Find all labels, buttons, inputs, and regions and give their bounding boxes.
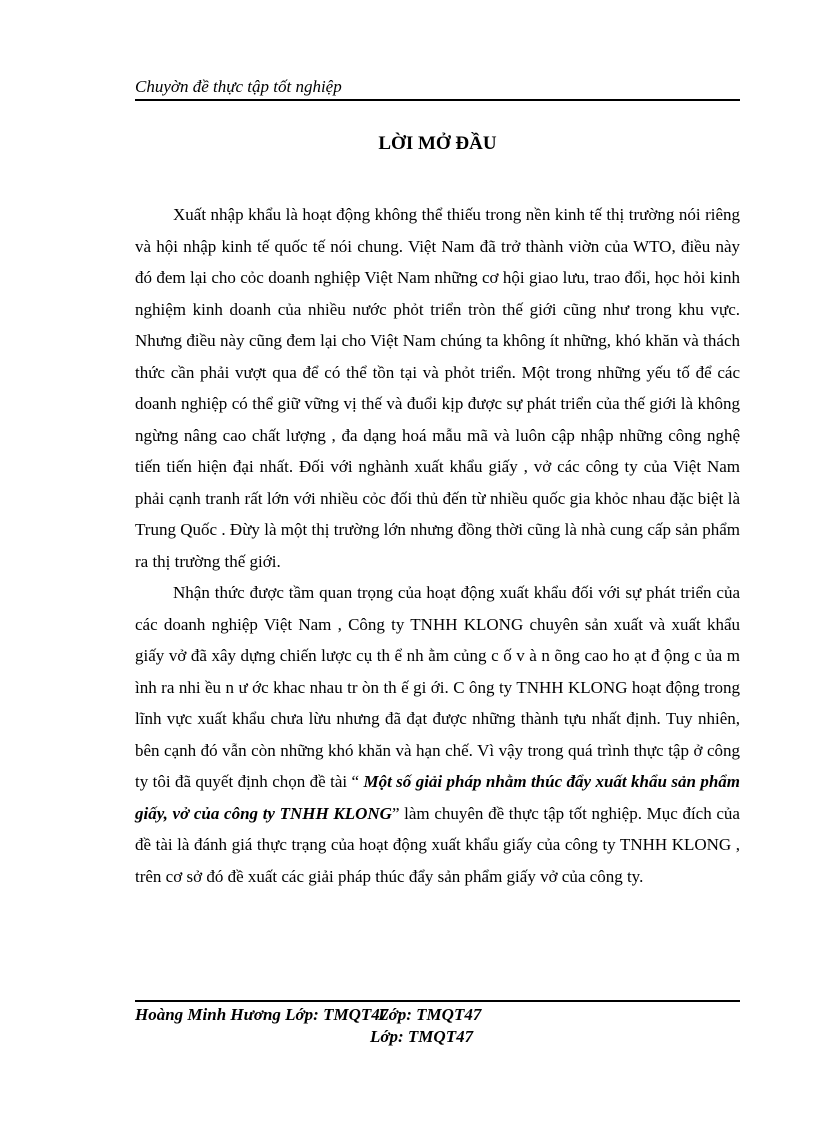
document-heading: LỜI MỞ ĐẦU — [378, 133, 497, 154]
document-body — [135, 199, 740, 892]
thesis-topic-title: Một số giải pháp nhằm thúc đẩy xuất khẩu sản phẩm giấy, vở của công ty TNHH KLONG — [135, 772, 740, 823]
page-header: Chuyờn đề thực tập tốt nghiệp — [135, 77, 342, 96]
paragraph-1: Xuất nhập khẩu là hoạt động không thể thiếu trong nền kinh tế thị trường nói riêng và hội nhập kinh tế quốc tế nói chung. Việt Nam đã trở thành viờn của WTO, điều này đó đem lại cho cỏc doanh nghiệp Việt Nam những cơ hội giao lưu, trao đổi, học hỏi kinh nghiệm kinh doanh của nhiều nước phỏt triển tròn thế giới cũng như trong khu vực. Nhưng điều này cũng đem lại cho Việt Nam chúng ta không ít những, khó khăn và thách thức cần phải vượt qua để có thể tồn tại và phỏt triển. Một trong những yếu tố để các doanh nghiệp có thể giữ vững vị thế và đuổi kịp được sự phát triển của thế giới là không ngừng nâng cao chất lượng , đa dạng hoá mẫu mã và luôn cập nhập những công nghệ tiến tiến hiện đại nhất. Đối với nghành xuất khẩu giấy , vở các công ty của Việt Nam phải cạnh tranh rất lớn với nhiều cỏc đối thủ đến từ nhiều quốc gia khỏc nhau đặc biệt là Trung Quốc . Đừy là một thị trường lớn nhưng đồng thời cũng là nhà cung cấp sản phẩm ra thị trường thế giới. — [135, 205, 740, 571]
footer-author-line — [135, 1004, 481, 1026]
paragraph-2-conclusion: ” làm chuyên đề thực tập tốt nghiệp. Mục đích của đề tài là đánh giá thực trạng của hoạt động xuất khẩu giấy của công ty TNHH KLONG , trên cơ sở đó đề xuất các giải pháp thúc đẩy sản phẩm giấy vở của công ty. — [135, 803, 740, 886]
paragraph-2-intro: Nhận thức được tầm quan trọng của hoạt động xuất khẩu đối với sự phát triển của các doanh nghiệp Việt Nam , Công ty TNHH KLONG chuyên sản xuất và xuất khẩu giấy vở đã xây dựng chiến lược cụ th ể nh ằm củng c ố v à n õng cao ho ạt đ ộng c ủa m ình ra nhi ều n ư ớc khac nhau tr òn th ế gi ới. C ông ty TNHH KLONG hoạt động trong lĩnh vực xuất khẩu chưa lừu nhưng đã đạt được những thành tựu nhất định. Tuy nhiên, bên cạnh đó vẫn còn những khó khăn và hạn chế. Vì vậy trong quá trình thực tập ở công ty tôi đã quyết định chọn đề tài “ — [135, 583, 740, 791]
paragraph-2 — [135, 577, 740, 892]
footer-author: Hoàng Minh Hương Lớp: TMQT47 — [135, 1005, 389, 1024]
footer-divider — [135, 1000, 740, 1002]
header-divider — [135, 99, 740, 101]
footer-class-overlap: Lớp: TMQT47 — [378, 1005, 482, 1024]
footer-class: Lớp: TMQT47 — [370, 1027, 474, 1046]
